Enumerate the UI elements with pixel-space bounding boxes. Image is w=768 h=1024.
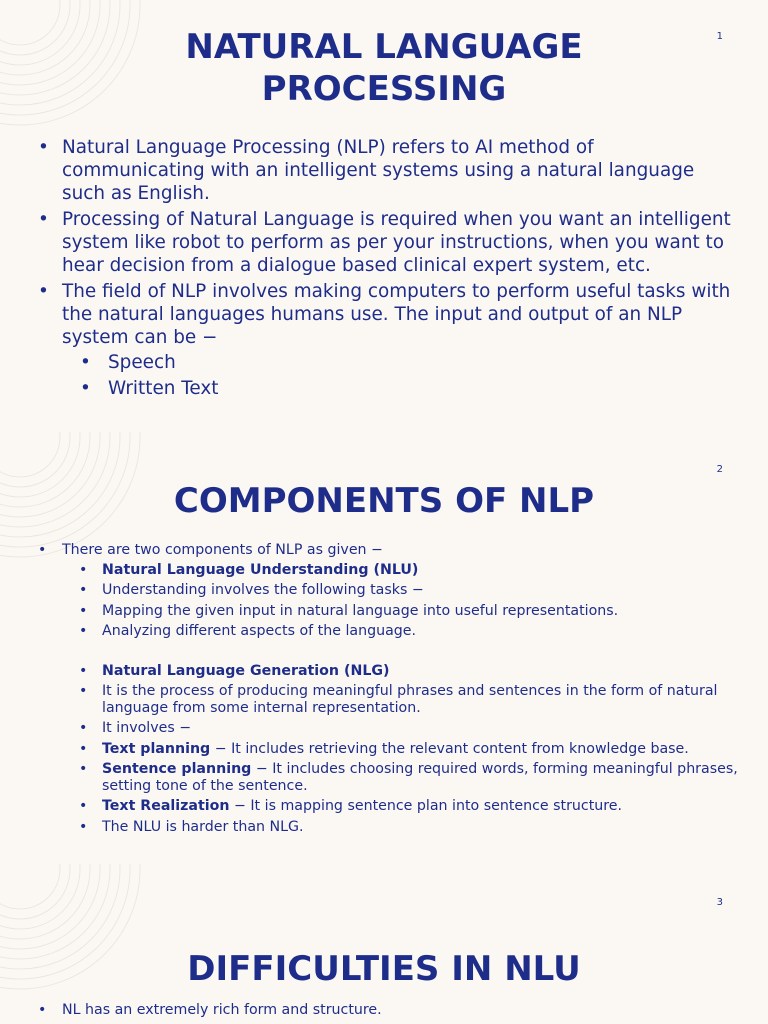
slide-title (0, 26, 768, 110)
item-bold: Sentence planning (102, 761, 252, 778)
list-item: • Processing of Natural Language is required when you want an intelligent system like robot to perform as per your instructions, when you want to hear decision from a dialogue based clinical expert system, etc. (62, 208, 738, 277)
bullet-list (62, 1002, 738, 1019)
slide-3 (0, 864, 768, 1024)
sub-bullet-list (62, 562, 738, 836)
bullet-list (62, 136, 738, 403)
slide-1 (0, 0, 768, 432)
sub-list-item (102, 623, 738, 640)
sub-list-item (102, 683, 738, 717)
item-text: Understanding involves the following tasks − (102, 582, 424, 599)
list-item (62, 542, 738, 836)
item-text: It involves − (102, 720, 192, 737)
list-item (62, 280, 738, 400)
sub-list-item (102, 603, 738, 620)
sub-list-item (102, 720, 738, 737)
item-text: Analyzing different aspects of the language. (102, 622, 417, 639)
sub-list-item: • Written Text (108, 377, 738, 400)
item-bold: Text planning (102, 740, 211, 757)
slide-number: 2 (716, 464, 723, 475)
item-text: The NLU is harder than NLG. (102, 818, 304, 835)
sub-list-item (102, 741, 738, 758)
sub-list-item (102, 582, 738, 599)
list-item: • NL has an extremely rich form and structure. (62, 1002, 738, 1019)
sub-list-item (102, 819, 738, 836)
sub-list-item: • Speech (108, 351, 738, 374)
sub-list-item (102, 663, 738, 680)
slide-title: DIFFICULTIES IN NLU (187, 949, 581, 989)
sub-list-item (102, 562, 738, 579)
item-text: − It is mapping sentence plan into sentence structure. (229, 798, 623, 815)
item-bold: Natural Language Understanding (NLU) (102, 562, 419, 578)
item-text: It is the process of producing meaningful phrases and sentences in the form of natural language from some internal representation. (102, 683, 718, 717)
slide-number: 3 (716, 897, 723, 908)
item-text: − It includes retrieving the relevant content from knowledge base. (210, 740, 689, 757)
sub-list-item (102, 761, 738, 795)
bullet-list (62, 542, 738, 839)
item-text: − It includes choosing required words, forming meaningful phrases, setting tone of the sentence. (102, 761, 738, 795)
list-item-text: There are two components of NLP as given − (62, 542, 383, 558)
slide-number: 1 (716, 31, 723, 42)
sub-bullet-list (62, 351, 738, 400)
item-bold: Text Realization (102, 798, 230, 815)
title-line-1: NATURAL LANGUAGE (185, 27, 583, 67)
item-text: Mapping the given input in natural language into useful representations. (102, 602, 619, 619)
list-item-text: The field of NLP involves making computers to perform useful tasks with the natural languages humans use. The input and output of an NLP system can be − (62, 281, 731, 348)
item-bold: Natural Language Generation (NLG) (102, 662, 390, 679)
slide-2 (0, 432, 768, 864)
title-line-2: PROCESSING (261, 69, 507, 109)
slide-title: COMPONENTS OF NLP (173, 481, 595, 521)
sub-list-item (102, 798, 738, 815)
list-item: • Natural Language Processing (NLP) refers to AI method of communicating with an intelligent systems using a natural language such as English. (62, 136, 738, 205)
